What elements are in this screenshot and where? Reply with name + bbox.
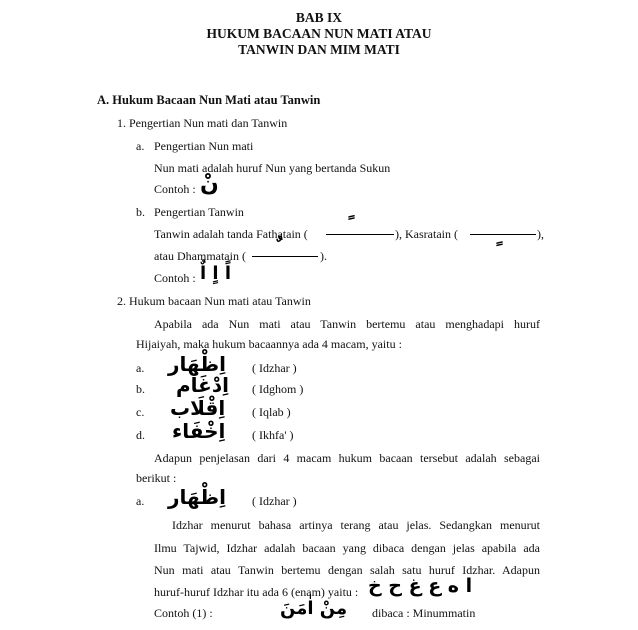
hukum-c-arabic: اِقْلَاب (170, 396, 226, 420)
paragraph-2-line2: berikut : (136, 471, 177, 485)
tanwin-examples-arabic: اً اٍ اٌ (200, 263, 232, 284)
dhammatain-underline (252, 256, 318, 257)
nun-sukun-arabic: نْ (200, 172, 219, 197)
tanwin-def-part3: ), (537, 227, 544, 241)
contoh-1-arabic: مِنْ اٰمَنَ (280, 598, 348, 619)
contoh-1-reading: dibaca : Minummatin (372, 606, 476, 620)
tanwin-def-part4: atau Dhammatain ( (154, 249, 246, 263)
hukum-a-label: a. (136, 361, 145, 375)
item-a-label: a. (136, 139, 145, 153)
paragraph-1-line1: Apabila ada Nun mati atau Tanwin bertemu atau menghadapi huruf (154, 317, 540, 331)
contoh-1-label: Contoh (1) : (154, 606, 213, 620)
idzhar-arabic: اِظْهَار (168, 485, 226, 509)
hukum-c-label: c. (136, 405, 145, 419)
paragraph-1-line2: Hijaiyah, maka hukum bacaannya ada 4 macam, yaitu : (136, 337, 402, 351)
hukum-a-latin: ( Idzhar ) (252, 361, 297, 375)
hukum-b-arabic: اِدْغَام (176, 373, 229, 397)
fathatain-underline (326, 234, 394, 235)
paragraph-3-line4: huruf-huruf Idzhar itu ada 6 (enam) yaitu : (154, 585, 359, 599)
paragraph-2-line1: Adapun penjelasan dari 4 macam hukum bacaan tersebut adalah sebagai (154, 451, 540, 465)
hukum-d-latin: ( Ikhfa' ) (252, 428, 294, 442)
chapter-title-line1: HUKUM BACAAN NUN MATI ATAU (206, 26, 432, 41)
chapter-label: BAB IX (295, 10, 343, 25)
hukum-b-latin: ( Idghom ) (252, 382, 304, 396)
hukum-b-label: b. (136, 382, 145, 396)
hukum-d-arabic: اِخْفَاء (172, 419, 226, 443)
paragraph-3-line2: Ilmu Tajwid, Idzhar adalah bacaan yang dibaca dengan jelas apabila ada (154, 541, 540, 555)
paragraph-3-line3: Nun mati atau Tanwin bertemu dengan salah satu huruf Idzhar. Adapun (154, 563, 540, 577)
idzhar-letters-arabic: ا ه ع غ ح خ (368, 575, 473, 597)
item-b-title: Pengertian Tanwin (154, 205, 244, 219)
item-1-heading: 1. Pengertian Nun mati dan Tanwin (117, 116, 288, 130)
paragraph-3-line1: Idzhar menurut bahasa artinya terang atau jelas. Sedangkan menurut (172, 518, 540, 532)
tanwin-def-part1: Tanwin adalah tanda Fathatain ( (154, 227, 308, 241)
hukum-a-arabic: اِظْهَار (168, 352, 226, 376)
hukum-d-label: d. (136, 428, 145, 442)
idzhar-label: a. (136, 494, 145, 508)
item-a-title: Pengertian Nun mati (154, 139, 254, 153)
item-b-label: b. (136, 205, 145, 219)
tanwin-def-part2: ), Kasratain ( (395, 227, 458, 241)
item-2-heading: 2. Hukum bacaan Nun mati atau Tanwin (117, 294, 311, 308)
nun-mati-contoh-label: Contoh : (154, 182, 196, 196)
section-a-heading: A. Hukum Bacaan Nun Mati atau Tanwin (97, 93, 321, 107)
hukum-c-latin: ( Iqlab ) (252, 405, 291, 419)
chapter-title-line2: TANWIN DAN MIM MATI (238, 42, 400, 57)
kasratain-underline (470, 234, 536, 235)
idzhar-latin: ( Idzhar ) (252, 494, 297, 508)
tanwin-def-part5: ). (320, 249, 327, 263)
tanwin-contoh-label: Contoh : (154, 271, 196, 285)
nun-mati-definition: Nun mati adalah huruf Nun yang bertanda Sukun (154, 161, 391, 175)
